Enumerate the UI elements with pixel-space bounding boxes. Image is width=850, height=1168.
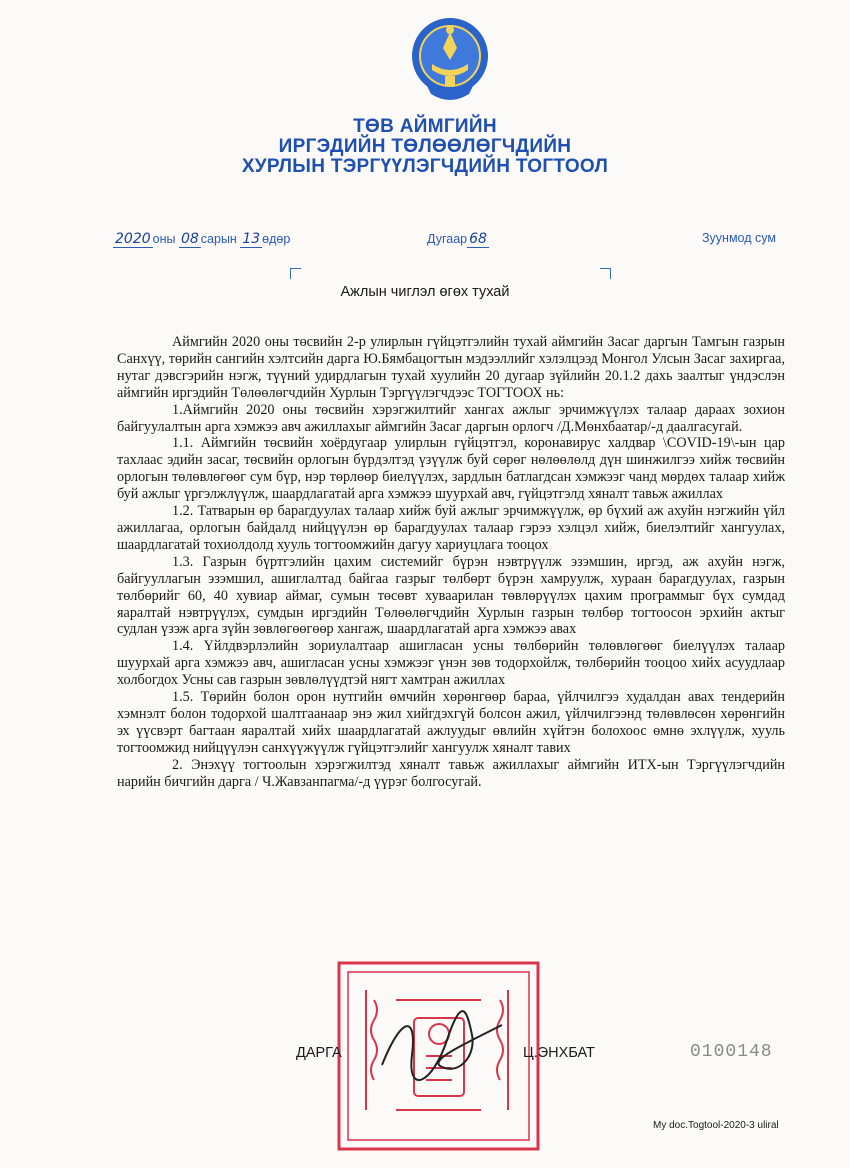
signatory-title: ДАРГА <box>296 1045 342 1061</box>
header-line-council: ИРГЭДИЙН ТӨЛӨӨЛӨГЧДИЙН <box>278 136 572 157</box>
place-label: Зуунмод сум <box>702 231 776 245</box>
resolution-body <box>117 334 785 790</box>
state-emblem-icon <box>407 14 493 108</box>
header-line-resolution: ХУРЛЫН ТЭРГҮҮЛЭГЧДИЙН ТОГТООЛ <box>241 156 609 177</box>
paragraph-1: 1.Аймгийн 2020 оны төсвийн хэрэгжилтийг хангах ажлыг эрчимжүүлэх талаар дараах зохион байгуулалтын арга хэмжээ авч ажиллахыг аймгийн Засаг даргын орлогч /Д.Мөнхбаатар/-д даалгасугай. <box>117 401 785 435</box>
document-subject: Ажлын чиглэл өгөх тухай <box>340 284 510 300</box>
date-day-suffix: өдөр <box>262 232 291 246</box>
number-label: Дугаар <box>427 232 468 246</box>
paragraph-preamble: Аймгийн 2020 оны төсвийн 2-р улирлын гүйцэтгэлийн тухай аймгийн Засаг даргын Тамгын газрын Санхүү, төрийн сангийн хэлтсийн дарга Ю.Бямбацогтын мэдээллийг хэлэлцээд Монгол Улсын Засаг захиргаа, нутаг дэвсгэрийн нэгж, түүний удирдлагын тухай хуулийн 20 дугаар зүйлийн 20.1.2 дахь заалтыг үндэслэн аймгийн иргэдийн Төлөөлөгчдийн Хурлын Тэргүүлэгчдээс ТОГТООХ нь: <box>117 334 785 401</box>
date-month-suffix: сарын <box>200 232 237 246</box>
resolution-number <box>427 231 489 247</box>
paragraph-1-5: 1.5. Төрийн болон орон нутгийн өмчийн хөрөнгөөр бараа, үйлчилгээ худалдан авах тендерийн хэмнэлт болон тодорхой шалтгаанаар энэ жил хийгдэхгүй болсон ажил, үйлчилгээнд төлөвлөсөн хөрөнгийн эх үүсвэрт багтаан яаралтай хийх шаардлагатай ажлуудыг өвлийн хүйтэн болохоос өмнө эхлүүлж, хууль тогтоомжид нийцүүлэн санхүүжүүлж гүйцэтгэлийг хангуулж хяналт тавих <box>117 689 785 756</box>
date-month: 08 <box>180 231 199 247</box>
paragraph-1-4: 1.4. Үйлдвэрлэлийн зориулалтаар ашигласан усны төлбөрийн төлөвлөгөөг биелүүлэх талаар шуурхай арга хэмжээ авч, ашигласан усны хэмжээг үнэн зөв тодорхойлж, төлбөрийн тооцоо хийх асуудлаар холбогдох Усны сав газрын зөвлөлүүдтэй нягт хамтран ажиллах <box>117 638 785 689</box>
paragraph-1-1: 1.1. Аймгийн төсвийн хоёрдугаар улирлын гүйцэтгэл, коронавирус халдвар \COVID-19\-ын цар тахлаас эдийн засаг, төсвийн орлогын бүрдэлтэд үзүүлж буй сөрөг нөлөөлөлд дүн шинжилгээ хийж төсвийн орлогын төлөвлөгөөг сум бүр, нэр төрлөөр биелүүлэх, зардлын батлагдсан хэмжээг чанд мөрдөх талаар хийж буй ажлыг үргэлжлүүлж, шаардлагатай арга хэмжээ шуурхай авч, гүйцэтгэлд хяналт тавьж ажиллах <box>117 435 785 503</box>
signatory-name: Ц.ЭНХБАТ <box>523 1045 595 1061</box>
date-day: 13 <box>242 231 261 247</box>
date-field <box>113 231 290 247</box>
serial-number: 0100148 <box>690 1042 773 1062</box>
corner-mark-left <box>290 268 301 279</box>
file-reference: My doc.Togtool-2020-3 uliral <box>653 1120 779 1131</box>
paragraph-2: 2. Энэхүү тогтоолын хэрэгжилтэд хяналт тавьж ажиллахыг аймгийн ИТХ-ын Тэргүүлэгчдийн нарийн бичгийн дарга / Ч.Жавзанпагма/-д үүрэг болгосугай. <box>117 756 785 790</box>
paragraph-1-2: 1.2. Татварын өр барагдуулах талаар хийж буй ажлыг эрчимжүүлж, өр бүхий аж ахуйн нэгжийн үйл ажиллагаа, орлогын байдалд нийцүүлэн өр барагдуулах талаар гэрээ хэлцэл хийж, биелэлтийг хангуулах, шаардлагатай тохиолдолд хууль тогтоомжийн дагуу хариуцлага тооцох <box>117 503 785 553</box>
date-year: 2020 <box>115 231 151 247</box>
paragraph-1-3: 1.3. Газрын бүртгэлийн цахим системийг бүрэн нэвтрүүлж эзэмшин, иргэд, аж ахуйн нэгж, байгууллагын эзэмшил, ашиглалтад байгаа газрыг төлбөрт бүрэн хамруулж, хураан барагдуулах, газрын төлбөрийг 60, 40 хувиар аймаг, сумын төсөвт хуваарилан төвлөрүүлэх цахим программыг бүх сумдад яаралтай нэвтрүүлэх, сумдын иргэдийн Төлөөлөгчдийн Хурлын газрын төлбөр тогтоосон эрхийн актыг судлан үзэж арга зүйн зөвлөгөөгөөр хангаж, шаардлагатай арга хэмжээ авах <box>117 553 785 638</box>
header-line-aimag: ТӨВ АЙМГИЙН <box>353 116 497 137</box>
signature-icon <box>372 1005 512 1085</box>
number-value: 68 <box>469 231 487 247</box>
date-year-suffix: оны <box>152 232 176 246</box>
corner-mark-right <box>600 268 611 279</box>
